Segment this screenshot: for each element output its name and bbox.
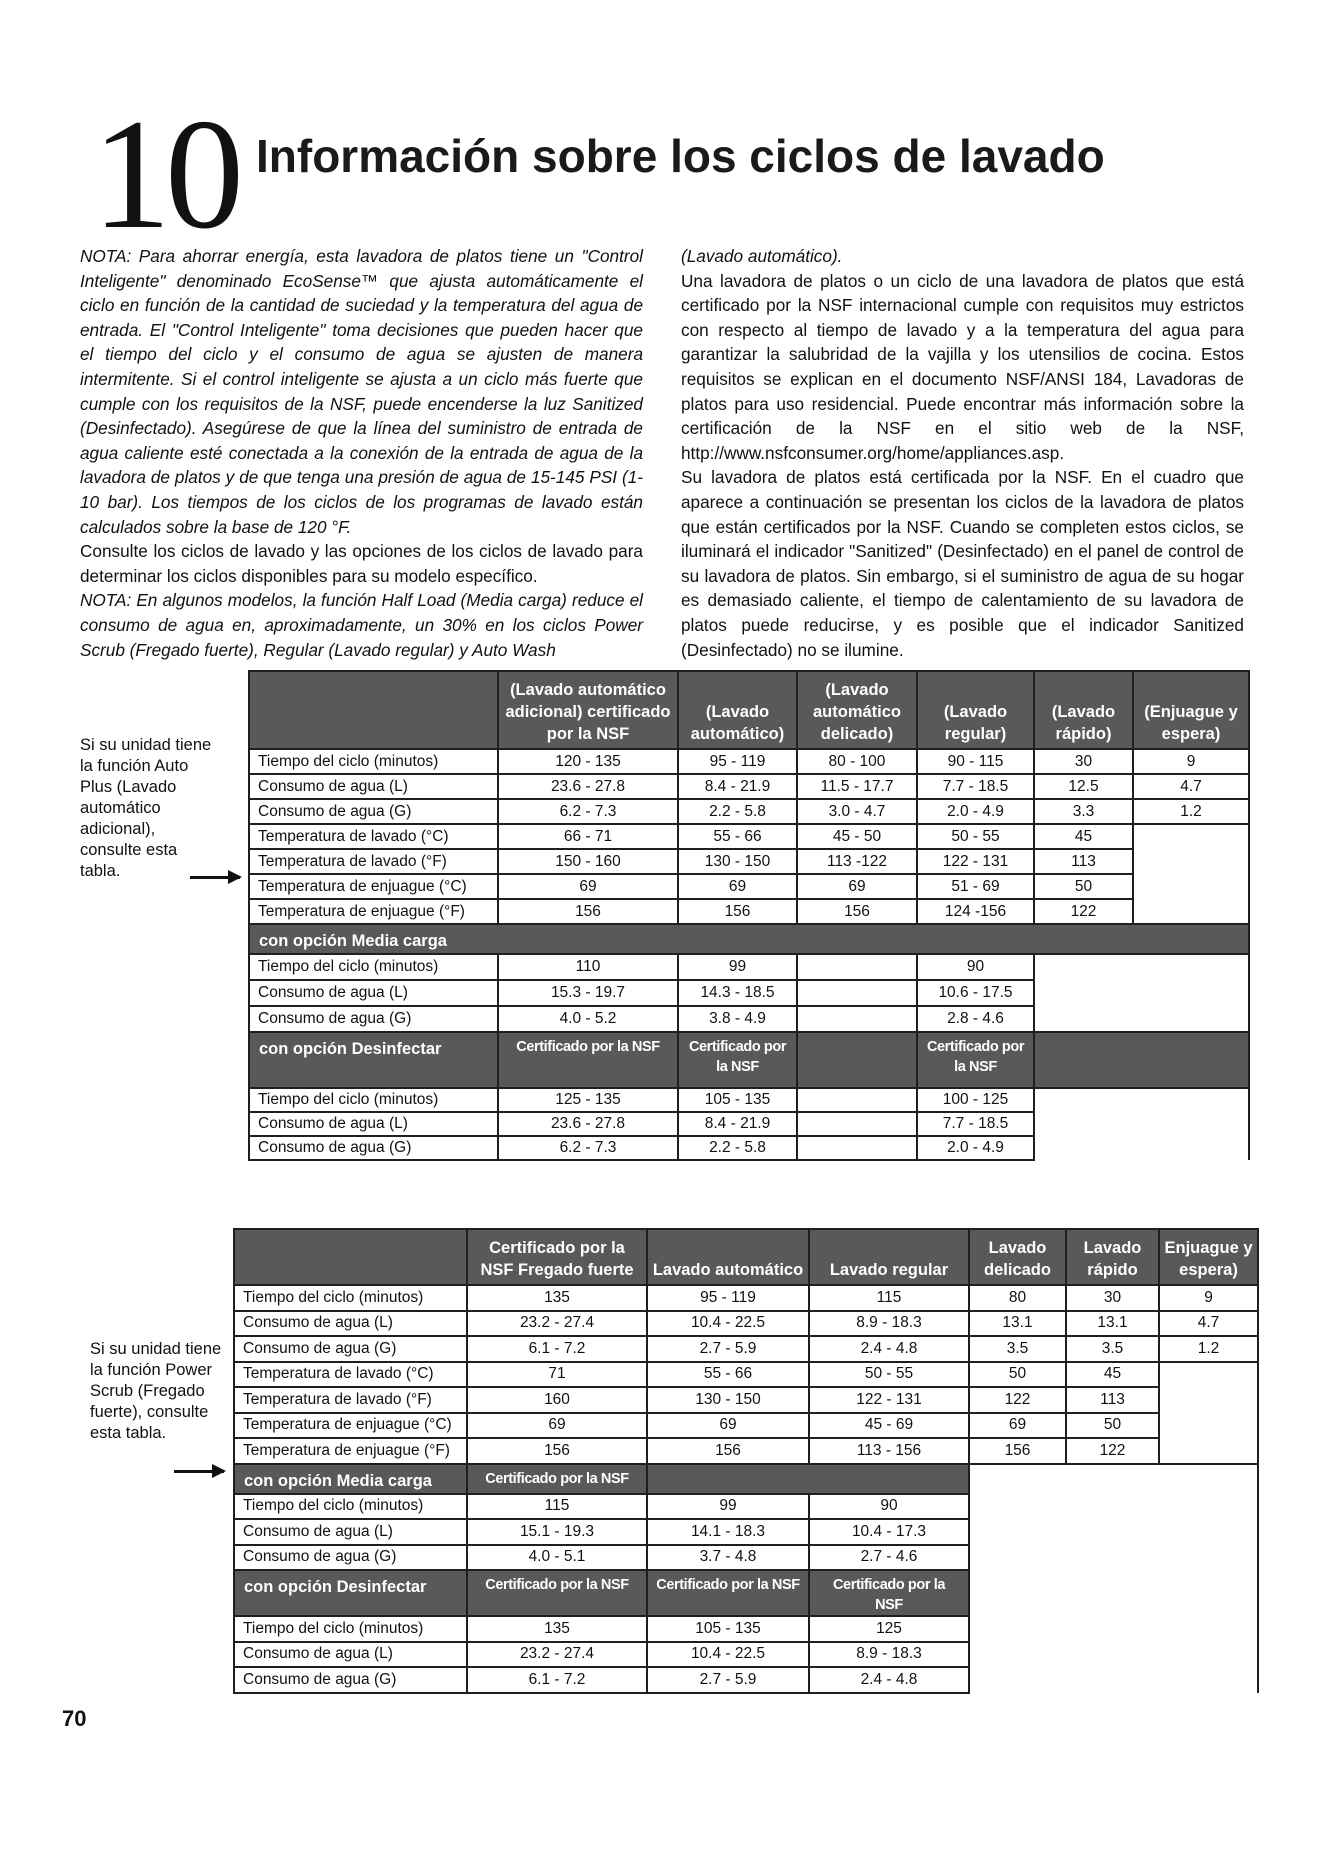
table-cell: 3.0 - 4.7 [797,799,917,824]
row-label: Consumo de agua (G) [234,1545,467,1571]
arrow-right-icon [190,876,240,879]
row-label: Consumo de agua (G) [249,1136,498,1160]
table-cell: 99 [678,954,797,980]
section-row-half-load [234,1464,1258,1494]
table-cell [1133,899,1249,924]
table-cell: 50 - 55 [917,824,1034,849]
table-cell: 122 [1066,1438,1159,1464]
table-cell: 6.2 - 7.3 [498,799,678,824]
table-cell: 113 [1066,1387,1159,1413]
table-cell: 50 [1066,1413,1159,1439]
empty-cell [1034,1006,1249,1032]
row-label: Temperatura de lavado (°F) [249,849,498,874]
table-cell: 51 - 69 [917,874,1034,899]
row-label: Tiempo del ciclo (minutos) [234,1494,467,1520]
column-header: Lavado regular [809,1229,969,1285]
table-cell: 8.9 - 18.3 [809,1642,969,1668]
table-cell: 135 [467,1616,647,1642]
table-cell: 150 - 160 [498,849,678,874]
table-cell: 50 - 55 [809,1362,969,1388]
table-cell [1159,1362,1258,1388]
table-cell [1159,1387,1258,1413]
empty-cell [1034,980,1249,1006]
table-cell: 113 - 156 [809,1438,969,1464]
table-row [234,1362,1258,1388]
table-row [249,824,1249,849]
table-cell: 4.0 - 5.2 [498,1006,678,1032]
table-cell: 45 [1066,1362,1159,1388]
table-cell: 2.2 - 5.8 [678,799,797,824]
table-row [249,1088,1249,1112]
row-label: Tiempo del ciclo (minutos) [249,954,498,980]
table-cell: 135 [467,1285,647,1311]
table-cell: 2.7 - 4.6 [809,1545,969,1571]
empty-cell [1034,1112,1249,1136]
table-cell: 95 - 119 [647,1285,809,1311]
section-title: con opción Media carga [249,924,1249,954]
table-cell: 95 - 119 [678,749,797,774]
table-row [234,1285,1258,1311]
table-row [234,1494,1258,1520]
table-cell: 15.3 - 19.7 [498,980,678,1006]
empty-cell [969,1667,1258,1693]
empty-cell [1034,1136,1249,1160]
table-cell: 55 - 66 [678,824,797,849]
body-column-left [80,244,643,662]
paragraph-sanitized-indicator: Su lavadora de platos está certificada por la NSF. En el cuadro que aparece a continuación se presentan los ciclos de la lavadora de platos que están certificados por la NSF. Cuando se completen estos ciclos, se iluminará el indicador "Sanitized" (Desinfectado) en el panel de control de su lavadora de platos. Sin embargo, si el suministro de agua de su hogar es demasiado caliente, el tiempo de calentamiento de su lavadora de platos puede reducirse, y es posible que el indicador Sanitized (Desinfectado) no se ilumine. [681,467,1244,660]
table-cell: 2.7 - 5.9 [647,1336,809,1362]
table-cell: 12.5 [1034,774,1133,799]
nsf-cert-label: Certificado por la NSF [809,1570,969,1616]
row-label: Consumo de agua (G) [249,799,498,824]
table-row [249,954,1249,980]
section-row-half-load [249,924,1249,954]
table-cell: 3.3 [1034,799,1133,824]
table-cell: 80 - 100 [797,749,917,774]
table-header-row [234,1229,1258,1285]
table-row [249,980,1249,1006]
table-cell: 10.6 - 17.5 [917,980,1034,1006]
table-cell: 15.1 - 19.3 [467,1519,647,1545]
table-cell: 125 - 135 [498,1088,678,1112]
table-header-row [249,671,1249,749]
row-label: Temperatura de enjuague (°F) [234,1438,467,1464]
column-header: Certificado por la NSF Fregado fuerte [467,1229,647,1285]
table-cell: 8.9 - 18.3 [809,1311,969,1337]
table-cell: 2.7 - 5.9 [647,1667,809,1693]
nsf-cert-label: Certificado por la NSF [647,1570,809,1616]
table-cell: 3.8 - 4.9 [678,1006,797,1032]
nsf-cert-label: Certificado por la NSF [467,1464,647,1494]
body-column-right [681,244,1244,662]
row-label: Temperatura de enjuague (°F) [249,899,498,924]
note-half-load-continued: (Lavado automático). [681,246,843,266]
column-header: (Lavado automático) [678,671,797,749]
table-cell [1159,1413,1258,1439]
row-label: Consumo de agua (G) [234,1667,467,1693]
table-cell [1133,874,1249,899]
table-cell: 130 - 150 [647,1387,809,1413]
table-cell: 3.5 [969,1336,1066,1362]
table-cell: 66 - 71 [498,824,678,849]
table-cell: 125 [809,1616,969,1642]
table-row [234,1545,1258,1571]
empty-cell [797,980,917,1006]
table-cell: 13.1 [1066,1311,1159,1337]
side-note-power-scrub: Si su unidad tiene la función Power Scrub (Fregado fuerte), consulte esta tabla. [90,1340,222,1442]
table-row [234,1667,1258,1693]
empty-cell [969,1519,1258,1545]
table-cell: 90 [917,954,1034,980]
column-header: Enjuague y espera) [1159,1229,1258,1285]
row-label: Temperatura de lavado (°C) [249,824,498,849]
empty-cell [797,1136,917,1160]
table-cell: 156 [467,1438,647,1464]
row-label: Consumo de agua (L) [234,1311,467,1337]
table-row [234,1616,1258,1642]
empty-cell [969,1642,1258,1668]
table-row [249,899,1249,924]
row-label: Tiempo del ciclo (minutos) [234,1616,467,1642]
table-cell: 156 [647,1438,809,1464]
table-cell: 8.4 - 21.9 [678,774,797,799]
note-half-load: NOTA: En algunos modelos, la función Half Load (Media carga) reduce el consumo de agua en, aproximadamente, un 30% en los ciclos Power Scrub (Fregado fuerte), Regular (Lavado regular) y Auto Wash [80,590,643,660]
side-note-auto-plus: Si su unidad tiene la función Auto Plus (Lavado automático adicional), consulte esta tabla. [80,736,212,880]
table-cell [1133,824,1249,849]
table-cell: 2.2 - 5.8 [678,1136,797,1160]
table-cell: 6.2 - 7.3 [498,1136,678,1160]
table-cell: 69 [797,874,917,899]
table-cell: 110 [498,954,678,980]
table-cell: 122 [969,1387,1066,1413]
column-header: Lavado delicado [969,1229,1066,1285]
table-cell: 30 [1034,749,1133,774]
page-number: 70 [62,1706,87,1731]
section-title: con opción Desinfectar [234,1570,467,1616]
table-cell [1159,1438,1258,1464]
table-row [249,1136,1249,1160]
row-label: Temperatura de enjuague (°C) [234,1413,467,1439]
table-cell: 13.1 [969,1311,1066,1337]
arrow-right-icon [174,1470,224,1473]
empty-cell [1034,1088,1249,1112]
table-cell: 50 [1034,874,1133,899]
empty-cell [797,1112,917,1136]
table-row [234,1642,1258,1668]
table-power-scrub [233,1228,1259,1694]
table-cell: 69 [467,1413,647,1439]
table-cell: 113 -122 [797,849,917,874]
table-cell: 9 [1133,749,1249,774]
row-label: Tiempo del ciclo (minutos) [234,1285,467,1311]
table-row [234,1387,1258,1413]
table-row [249,1006,1249,1032]
table-cell: 14.3 - 18.5 [678,980,797,1006]
table-cell: 6.1 - 7.2 [467,1336,647,1362]
row-label: Consumo de agua (L) [234,1519,467,1545]
table-cell: 55 - 66 [647,1362,809,1388]
table-auto-plus [248,670,1250,1161]
nsf-cert-label: Certificado por la NSF [498,1032,678,1088]
table-cell: 2.4 - 4.8 [809,1667,969,1693]
table-cell: 100 - 125 [917,1088,1034,1112]
table-cell: 23.2 - 27.4 [467,1311,647,1337]
table-cell: 90 - 115 [917,749,1034,774]
table-cell: 23.6 - 27.8 [498,1112,678,1136]
table-cell: 122 [1034,899,1133,924]
table-cell: 71 [467,1362,647,1388]
row-label: Tiempo del ciclo (minutos) [249,749,498,774]
table-cell: 45 - 69 [809,1413,969,1439]
table-cell: 99 [647,1494,809,1520]
column-header: (Enjuague y espera) [1133,671,1249,749]
table-cell: 2.0 - 4.9 [917,1136,1034,1160]
table-cell: 1.2 [1159,1336,1258,1362]
nsf-cert-label: Certificado por la NSF [678,1032,797,1088]
table-cell: 69 [678,874,797,899]
table-cell [1133,849,1249,874]
table-cell: 120 - 135 [498,749,678,774]
table-cell: 124 -156 [917,899,1034,924]
table-cell: 69 [647,1413,809,1439]
empty-cell [797,1088,917,1112]
table-cell: 4.7 [1159,1311,1258,1337]
table-cell: 1.2 [1133,799,1249,824]
table-cell: 50 [969,1362,1066,1388]
table-row [249,849,1249,874]
table-cell: 23.6 - 27.8 [498,774,678,799]
section-row-sanitize [234,1570,1258,1616]
empty-cell [969,1616,1258,1642]
table-cell: 10.4 - 22.5 [647,1642,809,1668]
column-header: Lavado automático [647,1229,809,1285]
table-cell: 115 [467,1494,647,1520]
column-header: (Lavado regular) [917,671,1034,749]
table-cell: 122 - 131 [917,849,1034,874]
row-label: Consumo de agua (L) [249,1112,498,1136]
empty-cell [797,954,917,980]
column-header: Lavado rápido [1066,1229,1159,1285]
table-row [249,874,1249,899]
table-cell: 156 [969,1438,1066,1464]
table-cell: 45 - 50 [797,824,917,849]
empty-cell [1034,954,1249,980]
row-label: Consumo de agua (G) [234,1336,467,1362]
table-row [234,1519,1258,1545]
page-title: Información sobre los ciclos de lavado [256,130,1105,182]
nsf-cert-label: Certificado por la NSF [917,1032,1034,1088]
table-cell: 10.4 - 17.3 [809,1519,969,1545]
table-cell: 69 [969,1413,1066,1439]
table-cell: 6.1 - 7.2 [467,1667,647,1693]
table-header-corner [234,1229,467,1285]
nsf-cert-label: Certificado por la NSF [467,1570,647,1616]
column-header: (Lavado rápido) [1034,671,1133,749]
table-row [234,1336,1258,1362]
table-cell: 105 - 135 [678,1088,797,1112]
section-title: con opción Desinfectar [249,1032,498,1088]
table-header-corner [249,671,498,749]
table-row [234,1311,1258,1337]
section-row-sanitize [249,1032,1249,1088]
table-cell: 160 [467,1387,647,1413]
row-label: Temperatura de lavado (°F) [234,1387,467,1413]
row-label: Consumo de agua (L) [234,1642,467,1668]
row-label: Consumo de agua (L) [249,774,498,799]
row-label: Consumo de agua (L) [249,980,498,1006]
table-cell: 156 [678,899,797,924]
table-cell: 14.1 - 18.3 [647,1519,809,1545]
table-row [249,774,1249,799]
table-cell: 4.7 [1133,774,1249,799]
table-row [249,749,1249,774]
table-row [249,1112,1249,1136]
note-ecosense: NOTA: Para ahorrar energía, esta lavadora de platos tiene un "Control Inteligente" denominado EcoSense™ que ajusta automáticamente el ciclo en función de la cantidad de suciedad y la temperatura del agua de entrada. El "Control Inteligente" toma decisiones que pueden hacer que el tiempo del ciclo y el consumo de agua se ajusten de manera intermitente. Si el control inteligente se ajusta a un ciclo más fuerte que cumple con los requisitos de la NSF, puede encenderse la luz Sanitized (Desinfectado). Asegúrese de que la línea del suministro de entrada de agua caliente esté conectada a la conexión de la entrada de agua de la lavadora de platos y de que tenga una presión de agua de 15-145 PSI (1-10 bar). Los tiempos de los ciclos de los programas de lavado están calculados sobre la base de 120 °F. [80,246,643,537]
table-cell: 105 - 135 [647,1616,809,1642]
table-cell: 90 [809,1494,969,1520]
table-cell: 4.0 - 5.1 [467,1545,647,1571]
table-cell: 9 [1159,1285,1258,1311]
column-header: (Lavado automático delicado) [797,671,917,749]
table-cell: 2.0 - 4.9 [917,799,1034,824]
row-label: Consumo de agua (G) [249,1006,498,1032]
table-cell: 130 - 150 [678,849,797,874]
table-cell: 10.4 - 22.5 [647,1311,809,1337]
table-cell: 45 [1034,824,1133,849]
table-cell: 7.7 - 18.5 [917,1112,1034,1136]
table-cell: 156 [498,899,678,924]
table-cell: 11.5 - 17.7 [797,774,917,799]
table-row [249,799,1249,824]
empty-cell [969,1494,1258,1520]
row-label: Temperatura de lavado (°C) [234,1362,467,1388]
table-cell: 23.2 - 27.4 [467,1642,647,1668]
paragraph-consult-cycles: Consulte los ciclos de lavado y las opciones de los ciclos de lavado para determinar los ciclos disponibles para su modelo específico. [80,541,643,586]
table-cell: 69 [498,874,678,899]
table-cell: 113 [1034,849,1133,874]
table-cell: 30 [1066,1285,1159,1311]
table-cell: 7.7 - 18.5 [917,774,1034,799]
table-cell: 122 - 131 [809,1387,969,1413]
table-cell: 115 [809,1285,969,1311]
row-label: Tiempo del ciclo (minutos) [249,1088,498,1112]
chapter-number: 10 [92,87,238,262]
table-row [234,1438,1258,1464]
column-header: (Lavado automático adicional) certificado por la NSF [498,671,678,749]
table-cell: 2.4 - 4.8 [809,1336,969,1362]
paragraph-nsf-certification: Una lavadora de platos o un ciclo de una lavadora de platos que está certificado por la NSF internacional cumple con requisitos muy estrictos con respecto al tiempo de lavado y a la temperatura del agua para garantizar la salubridad de la vajilla y los utensilios de cocina. Estos requisitos se explican en el documento NSF/ANSI 184, Lavadoras de platos para uso residencial. Puede encontrar más información sobre la certificación de la NSF en el sitio web de la NSF, http://www.nsfconsumer.org/home/appliances.asp. [681,270,1244,463]
section-title: con opción Media carga [234,1464,467,1494]
table-row [234,1413,1258,1439]
empty-cell [797,1006,917,1032]
empty-cell [969,1545,1258,1571]
table-cell: 80 [969,1285,1066,1311]
table-cell: 8.4 - 21.9 [678,1112,797,1136]
table-cell: 3.7 - 4.8 [647,1545,809,1571]
row-label: Temperatura de enjuague (°C) [249,874,498,899]
table-cell: 3.5 [1066,1336,1159,1362]
table-cell: 156 [797,899,917,924]
table-cell: 2.8 - 4.6 [917,1006,1034,1032]
